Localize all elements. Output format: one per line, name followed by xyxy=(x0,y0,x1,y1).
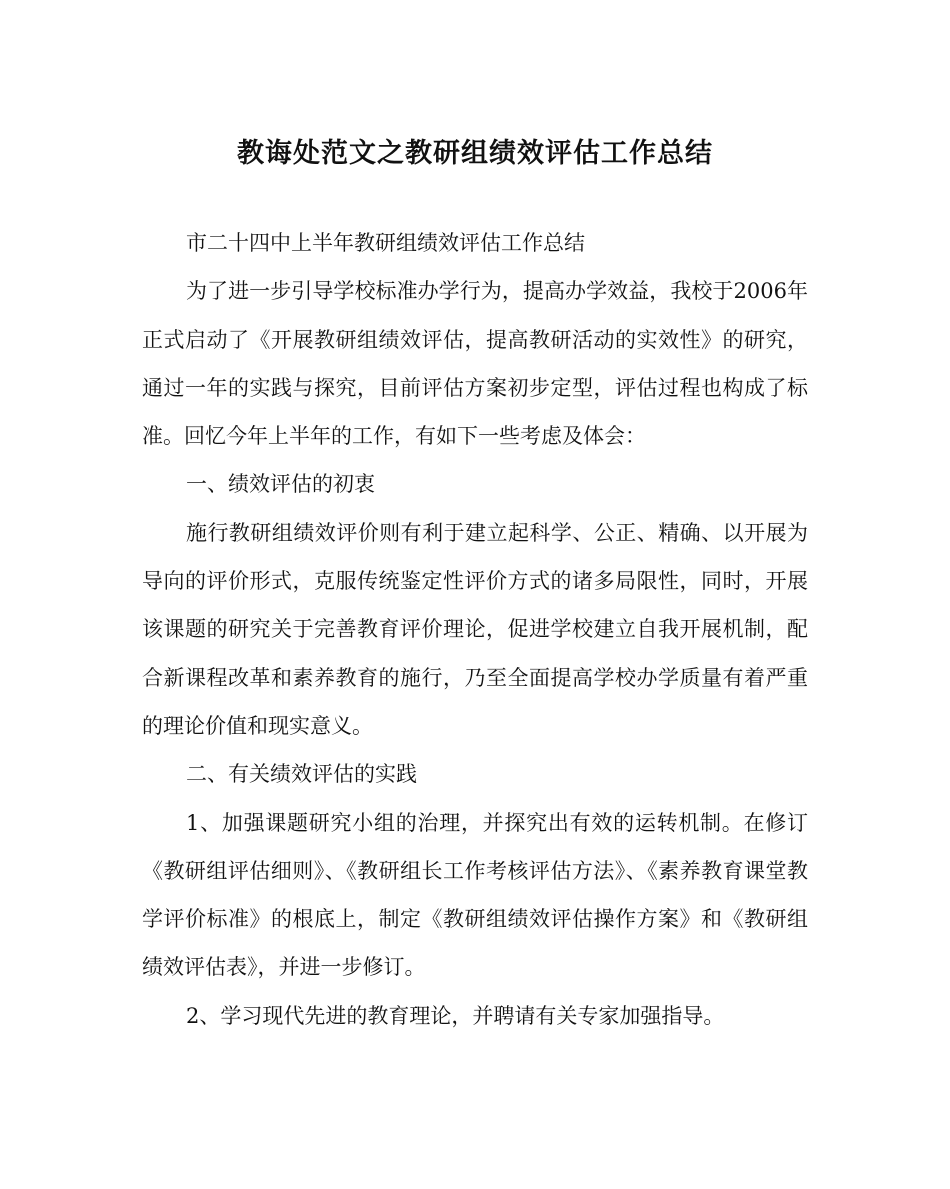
paragraph-item-2: 2、学习现代先进的教育理论，并聘请有关专家加强指导。 xyxy=(186,1003,725,1028)
document-title: 教诲处范文之教研组绩效评估工作总结 xyxy=(237,138,713,169)
paragraph-subtitle: 市二十四中上半年教研组绩效评估工作总结 xyxy=(186,231,585,255)
document-body xyxy=(142,219,808,1040)
paragraph-item-1: 1、加强课题研究小组的治理，并探究出有效的运转机制。在修订《教研组评估细则》、《教研组长工作考核评估方法》、《素养教育课堂教学评价标准》的根底上，制定《教研组绩效评估操作方案》和《教研组绩效评估表》，并进一步修订。 xyxy=(142,810,808,980)
section-heading-1: 一、绩效评估的初衷 xyxy=(186,472,375,497)
paragraph-section-1: 施行教研组绩效评价则有利于建立起科学、公正、精确、以开展为导向的评价形式，克服传统鉴定性评价方式的诸多局限性，同时，开展该课题的研究关于完善教育评价理论，促进学校建立自我开展机制，配合新课程改革和素养教育的施行，乃至全面提高学校办学质量有着严重的理论价值和现实意义。 xyxy=(142,520,808,738)
section-heading-2: 二、有关绩效评估的实践 xyxy=(186,762,417,787)
paragraph-intro: 为了进一步引导学校标准办学行为，提高办学效益，我校于2006年正式启动了《开展教研组绩效评估，提高教研活动的实效性》的研究，通过一年的实践与探究，目前评估方案初步定型，评估过程也构成了标准。回忆今年上半年的工作，有如下一些考虑及体会： xyxy=(142,279,808,449)
